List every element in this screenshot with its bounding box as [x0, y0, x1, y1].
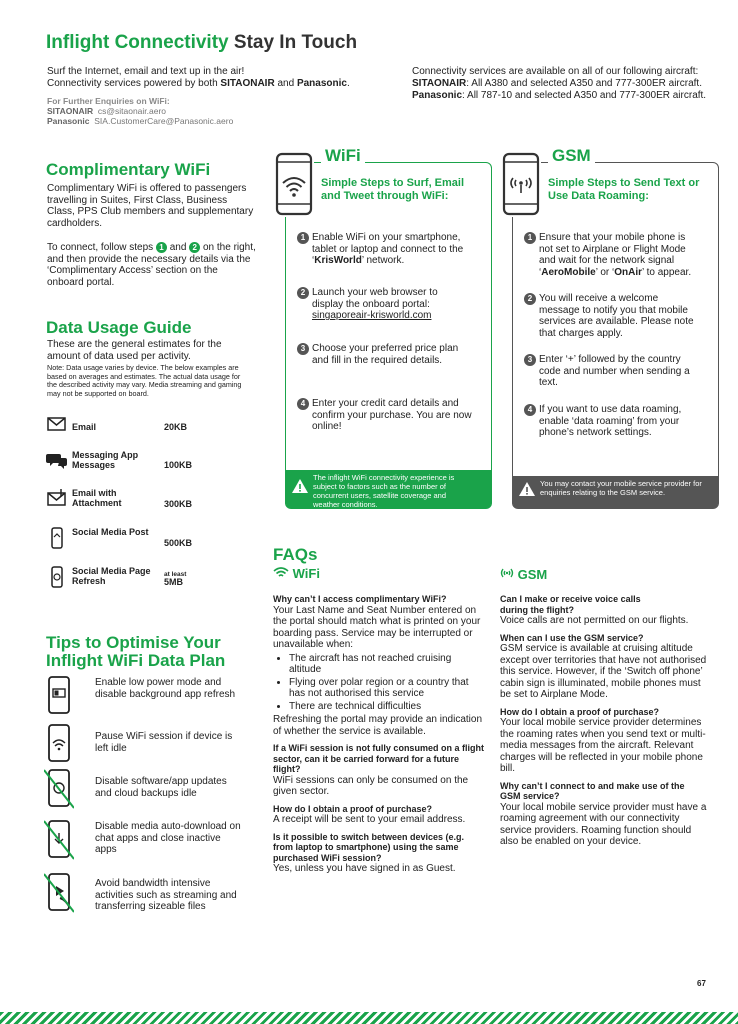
phone-post-icon — [46, 527, 68, 549]
no-download-icon — [44, 819, 74, 863]
aircraft-availability: Connectivity services are available on all of our following aircraft: SITAONAIR: All A380 and selected A350 and 777-300ER aircraft. Panasonic: All 787-10 and selected A350 and 777-300ER aircraft. — [412, 66, 707, 101]
panasonic-email-link[interactable]: SIA.CustomerCare@Panasonic.aero — [94, 116, 234, 126]
faq-gsm-list: Can I make or receive voice calls during the flight? Voice calls are not permitted on our flights. When can I use the GSM service? GSM service is available at cruising altitude except over territories that have not authorised this service. However, if the ‘Switch off phone’ cabin sign is illuminated, mobile phones must be set to Airplane Mode. How do I obtain a proof of purchase? Your local mobile service provider determines the roaming rates when you send text or multi-media messages from the aircraft. Relevant charges will be reflected in your mobile phone bill. Why can’t I connect to and make use of the GSM service? Your local mobile service provider must have a roaming agreement with our connectivity service providers. Roaming function should also be enabled on your device. — [500, 594, 707, 847]
no-streaming-icon — [44, 872, 74, 916]
tip-pause-wifi: Pause WiFi session if device is left idle — [44, 723, 254, 767]
step-badge: 1 — [156, 242, 167, 253]
faqs-heading: FAQs — [273, 545, 318, 564]
intro-text: Surf the Internet, email and text up in the air! Connectivity services powered by both SITAONAIR and Panasonic. — [47, 66, 350, 89]
decorative-stripe — [0, 1012, 738, 1024]
data-usage-intro: These are the general estimates for the amount of data used per activity. — [47, 339, 222, 362]
complimentary-wifi-text: Complimentary WiFi is offered to passengers travelling in Suites, First Class, Business Class, PPS Club members and supplementary cardholders. — [47, 183, 254, 229]
usage-row-email: Email 20KB — [46, 413, 246, 441]
wifi-box-title: WiFi — [321, 146, 365, 166]
step-badge: 2 — [189, 242, 200, 253]
portal-link[interactable]: singaporeair-krisworld.com — [312, 310, 432, 321]
pause-wifi-icon — [44, 723, 74, 767]
tip-low-power: Enable low power mode and disable background app refresh — [44, 675, 254, 719]
wifi-phone-icon — [274, 151, 314, 217]
gsm-box-subtitle: Simple Steps to Send Text or Use Data Roaming: — [548, 177, 700, 202]
data-usage-note: Note: Data usage varies by device. The below examples are based on averages and estimates. The actual data usage for the described activity may vary. Media streaming and gaming may not be supported on board. — [47, 363, 242, 398]
gsm-phone-icon — [501, 151, 541, 217]
faq-wifi-heading: WiFi — [273, 566, 320, 581]
wifi-box-subtitle: Simple Steps to Surf, Email and Tweet through WiFi: — [321, 177, 465, 202]
tip-no-download: Disable media auto-download on chat apps and close inactive apps — [44, 819, 254, 863]
usage-row-social-post: Social Media Post 500KB — [46, 527, 246, 555]
no-update-icon — [44, 768, 74, 812]
faq-gsm-heading: GSM — [500, 567, 547, 582]
usage-row-social-refresh: Social Media Page Refresh at least 5MB — [46, 566, 246, 594]
page-number: 67 — [697, 979, 706, 988]
warning-icon — [291, 478, 309, 494]
wifi-icon — [273, 566, 289, 578]
warning-icon — [518, 481, 536, 497]
sitaonair-email-link[interactable]: cs@sitaonair.aero — [97, 106, 167, 116]
tip-no-streaming: Avoid bandwidth intensive activities such as streaming and transferring sizeable files — [44, 872, 254, 916]
tips-heading: Tips to Optimise Your Inflight WiFi Data Plan — [46, 633, 226, 670]
signal-icon — [500, 567, 514, 579]
enquiries: For Further Enquiries on WiFi: SITAONAIR cs@sitaonair.aero Panasonic SIA.CustomerCare@Panasonic.aero — [47, 96, 234, 126]
usage-row-messaging: Messaging App Messages 100KB — [46, 450, 246, 478]
email-attachment-icon — [46, 488, 68, 510]
page-title: Inflight Connectivity Stay In Touch — [46, 32, 358, 53]
email-icon — [46, 413, 68, 435]
chat-icon — [46, 450, 68, 472]
gsm-box-title: GSM — [548, 146, 595, 166]
wifi-steps-panel — [285, 162, 492, 509]
faq-wifi-list: Why can’t I access complimentary WiFi? Your Last Name and Seat Number entered on the portal should match what is printed on your boarding pass. Service may be interrupted or unavailable when: • The aircraft has not reached cruising altitude • Flying over polar region or a country that has not authorised this service • There are technical difficulties Refreshing the portal may provide an indication of whether the service is available. If a WiFi session is not fully consumed on a flight sector, can it be carried forward for a future flight? WiFi sessions can only be consumed on the given sector. How do I obtain a proof of purchase? A receipt will be sent to your email address. Is it possible to switch between devices (e.g. from laptop to smartphone) using the same purchased WiFi session? Yes, unless you have signed in as Guest. — [273, 594, 485, 875]
connect-instructions: To connect, follow steps 1 and 2 on the right, and then provide the necessary details via the ‘Complimentary Access’ section on the onboard portal. — [47, 242, 256, 288]
wifi-disclaimer: The inflight WiFi connectivity experience is subject to factors such as the number of concurrent users, satellite coverage and weather conditions. — [287, 469, 507, 505]
complimentary-wifi-heading: Complimentary WiFi — [46, 160, 211, 179]
tip-no-update: Disable software/app updates and cloud backups idle — [44, 768, 254, 812]
data-usage-heading: Data Usage Guide — [46, 318, 192, 337]
usage-row-attachment: Email with Attachment 300KB — [46, 488, 246, 516]
gsm-disclaimer: You may contact your mobile service provider for enquiries relating to the GSM service. — [514, 475, 734, 511]
low-power-icon — [44, 675, 74, 719]
phone-refresh-icon — [46, 566, 68, 588]
